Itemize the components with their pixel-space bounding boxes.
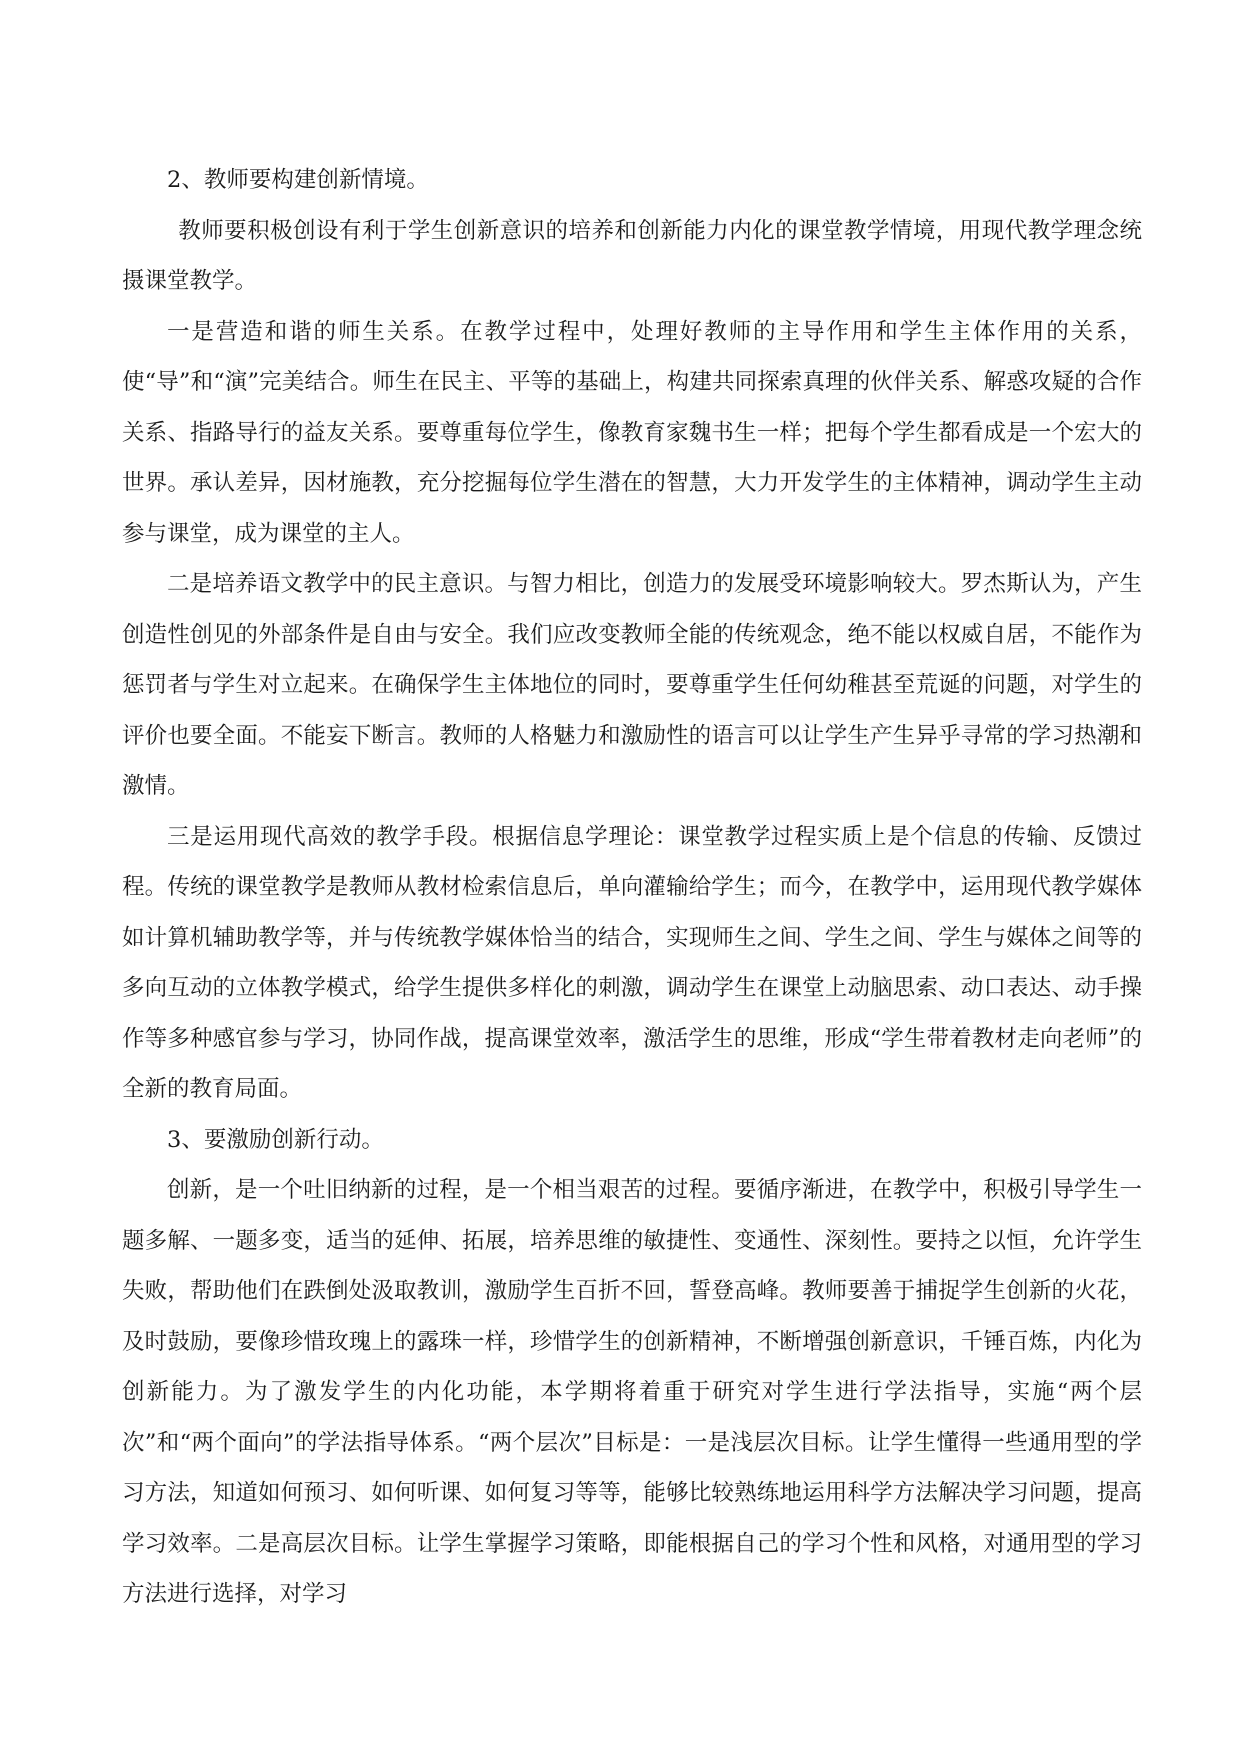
document-body — [122, 155, 1142, 1620]
paragraph-methods: 三是运用现代高效的教学手段。根据信息学理论：课堂教学过程实质上是个信息的传输、反馈过程。传统的课堂教学是教师从教材检索信息后，单向灌输给学生；而今，在教学中，运用现代教学媒体如计算机辅助教学等，并与传统教学媒体恰当的结合，实现师生之间、学生之间、学生与媒体之间等的多向互动的立体教学模式，给学生提供多样化的刺激，调动学生在课堂上动脑思索、动口表达、动手操作等多种感官参与学习，协同作战，提高课堂效率，激活学生的思维，形成“学生带着教材走向老师”的全新的教育局面。 — [122, 823, 1142, 1102]
section-heading-3: 3、要激励创新行动。 — [167, 1126, 384, 1153]
paragraph-intro: 教师要积极创设有利于学生创新意识的培养和创新能力内化的课堂教学情境，用现代教学理念统摄课堂教学。 — [122, 217, 1142, 294]
paragraph-democracy: 二是培养语文教学中的民主意识。与智力相比，创造力的发展受环境影响较大。罗杰斯认为，产生创造性创见的外部条件是自由与安全。我们应改变教师全能的传统观念，绝不能以权威自居，不能作为惩罚者与学生对立起来。在确保学生主体地位的同时，要尊重学生任何幼稚甚至荒诞的问题，对学生的评价也要全面。不能妄下断言。教师的人格魅力和激励性的语言可以让学生产生异乎寻常的学习热潮和激情。 — [122, 571, 1142, 799]
section-heading-2: 2、教师要构建创新情境。 — [167, 167, 429, 193]
paragraph-innovation: 创新，是一个吐旧纳新的过程，是一个相当艰苦的过程。要循序渐进，在教学中，积极引导学生一题多解、一题多变，适当的延伸、拓展，培养思维的敏捷性、变通性、深刻性。要持之以恒，允许学生失败，帮助他们在跌倒处汲取教训，激励学生百折不回，誓登高峰。教师要善于捕捉学生创新的火花，及时鼓励，要像珍惜玫瑰上的露珠一样，珍惜学生的创新精神，不断增强创新意识，千锤百炼，内化为创新能力。为了激发学生的内化功能，本学期将着重于研究对学生进行学法指导，实施“两个层次”和“两个面向”的学法指导体系。“两个层次”目标是：一是浅层次目标。让学生懂得一些通用型的学习方法，知道如何预习、如何听课、如何复习等等，能够比较熟练地运用科学方法解决学习问题，提高学习效率。二是高层次目标。让学生掌握学习策略，即能根据自己的学习个性和风格，对通用型的学习方法进行选择，对学习 — [122, 1177, 1142, 1607]
paragraph-relationship: 一是营造和谐的师生关系。在教学过程中，处理好教师的主导作用和学生主体作用的关系，使“导”和“演”完美结合。师生在民主、平等的基础上，构建共同探索真理的伙伴关系、解惑攻疑的合作关系、指路导行的益友关系。要尊重每位学生，像教育家魏书生一样；把每个学生都看成是一个宏大的世界。承认差异，因材施教，充分挖掘每位学生潜在的智慧，大力开发学生的主体精神，调动学生主动参与课堂，成为课堂的主人。 — [122, 318, 1142, 547]
